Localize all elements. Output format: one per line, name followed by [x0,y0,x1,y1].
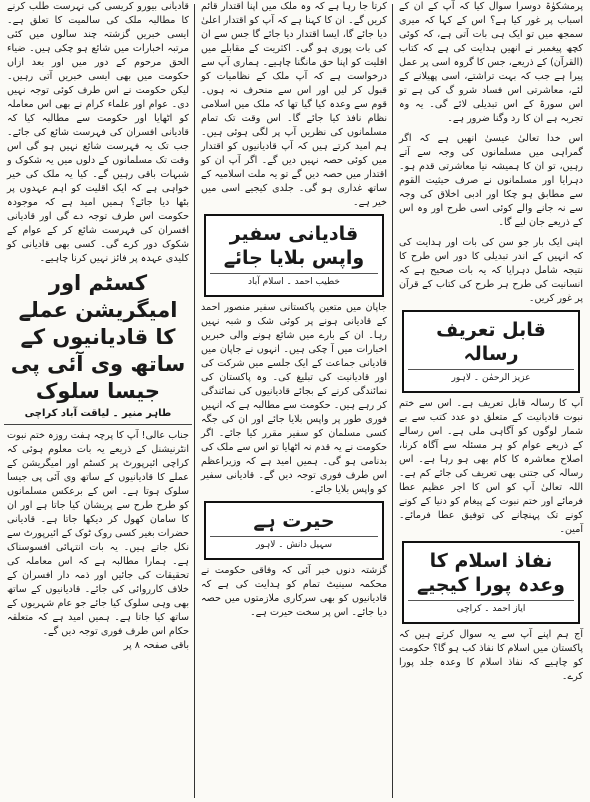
left-paragraph-1: قادیانی بیورو کریسی کی نہرست طلب کرنے کا مطالبہ ملک کی سالمیت کا تعلق ہے۔ ایسی خبریں گزشتہ چند سالوں میں کئی مرتبہ اخبارات میں شائع ہو چکی ہیں۔ ضیاء الحق مرحوم کے دور میں اور بعد ازاں حکومت میں بھی ایسی خبریں آتی رہیں۔ لیکن حکومت نے اس طرف کوئی توجہ نہیں دی۔ عوام اور علماء کرام نے بھی اس معاملہ کو اٹھایا اور حکومت سے مطالبہ کیا کہ قادیانی افسران کی فہرست شائع کی جائے۔ جب تک یہ فہرست شائع نہیں ہو گی اس وقت تک مسلمانوں کے دلوں میں یہ شکوک و شبہات باقی رہیں گے۔ کیا یہ ملک کی خیر خواہی ہے کہ ایک اقلیت کو اہم عہدوں پر بٹھا دیا جائے؟ ہمیں امید ہے کہ موجودہ حکومت اس طرف توجہ دے گی اور قادیانی افسران کی فہرست شائع کر کے عوام کے شکوک دور کرے گی۔ کسی بھی قادیانی کو کلیدی عہدہ پر فائز نہیں کرنا چاہیے۔ [7,1,189,264]
headline-customs-immigration: کسٹم اور امیگریشن عملے کا قادیانیوں کے ساتھ وی آئی پی جیسا سلوک [10,271,186,403]
right-paragraph-5: آج ہم اپنے آپ سے یہ سوال کرتے ہیں کہ پاکستان میں اسلام کا نفاذ کب ہو گا؟ حکومت کو چاہیے کہ نفاذ اسلام کا وعدہ جلد پورا کرے۔ [399,629,583,682]
right-paragraph-3: اپنی ایک بار جو سن کی بات اور ہدایت کی کہ انہیں کے اندر تبدیلی کا دور اس طرح کا نتیجہ شامل دہرایا کہ یہ بات صحیح ہے کہ انسانیت کی طرح ہر طرح کی کتاب کے قرآن پر غور کریں۔ [399,237,583,304]
right-paragraph-1: پرمشکوٰۃ دوسرا سوال کیا کہ آپ کے ان کے اسباب پر غور کیا ہے؟ اس کے کہا کہ میری سمجھ میں تو ایک ہی بات آتی ہے، کہ کوئی کچھ پیغمبر نے انھیں ہدایت کی ہے کہ کتاب (القرآن) کے ذریعے، جس کا گروہ اسی پر عمل پیرا ہے جب کہ بہت تراشتے، اسی پھیلانے کے لئے، معاشرتی اس فساد شرو گ کی ہے تو اس سورۃ کے اس تبدیلی لائے گی۔ یہ وہ تجربہ ہے ان کا رد وگنا ضرور ہے۔ [399,1,583,124]
middle-paragraph-1: کرتا جا رہا ہے کہ وہ ملک میں اپنا اقتدار قائم کریں گے۔ ان کا کہنا ہے کہ آپ کو اقتدار اعلیٰ دیا جائے گا، ایسا اقتدار دیا جائے گا جس سے ان کی بات پوری ہو گی۔ اکثریت کے مقابلے میں اقلیت کو اپنا حق مانگنا چاہیے۔ ہماری آپ سے درخواست ہے کہ آپ ملک کے نظامیات کو قبول کر لیں اور اس سے منحرف نہ ہوں۔ قوم سے وعدہ کیا گیا تھا کہ ملک میں اسلامی نظام نافذ کیا جائے گا۔ اس وقت تک تمام مسلمانوں کی نظریں آپ پر لگی ہوئی ہیں۔ ہم امید کرتے ہیں کہ آپ قادیانیوں کو اقتدار میں کوئی حصہ نہیں دیں گے۔ اگر آپ ان کو اقتدار میں حصہ دیں گے تو یہ ملت اسلامیہ کے ساتھ غداری ہو گی۔ جلدی کیجیے اسی میں خیر ہے۔ [201,1,387,208]
left-paragraph-2: جناب عالی! آپ کا پرچہ ہفت روزہ ختم نبوت انٹرنیشنل کے ذریعے یہ بات معلوم ہوئی کہ کراچی ائیرپورٹ پر کسٹم اور امیگریشن کے عملے کا قادیانیوں کے ساتھ وی آئی پی جیسا سلوک ہوتا ہے۔ اس کے برعکس مسلمانوں کو طرح طرح سے پریشان کیا جاتا ہے اور ان کا سامان کھول کر دیکھا جاتا ہے۔ قادیانی حضرات بغیر کسی روک ٹوک کے ائیرپورٹ سے نکل جاتے ہیں۔ یہ بات انتہائی افسوسناک ہے۔ ہمارا مطالبہ ہے کہ اس معاملہ کی تحقیقات کی جائیں اور ذمہ دار افسران کے خلاف کارروائی کی جائے۔ قادیانیوں کے ساتھ بھی وہی سلوک کیا جائے جو عام شہریوں کے ساتھ کیا جاتا ہے۔ ہمیں امید ہے کہ متعلقہ حکام اس طرف فوری توجہ دیں گے۔ [7,430,189,637]
byline-ayaz-ahmad: ایاز احمد ۔ کراچی [408,600,574,616]
column-left [4,0,192,802]
byline-aziz-ur-rehman: عزیز الرحمٰن ۔ لاہور [408,369,574,385]
right-paragraph-2: اس خدا تعالیٰ عیسیٰ انھیں ہے کہ اگر گمراہی میں مسلمانوں کی وجہ سے آتے رہیں، تو ان کا ہمیشہ نیا معاشرتی قدم ہو۔ دہرایا اور مسلمانوں نے صرف حیثیت القوم سے مطابق ہو چکا اور ادبی اخلاق کی وجہ سے نہ جانے والے کوئی اسی طرح اور وہ اس کے ذریعے جان لیے گا۔ [399,133,583,228]
headline-praiseworthy-magazine: قابل تعریف رسالہ [436,319,546,365]
middle-paragraph-2: جاپان میں متعین پاکستانی سفیر منصور احمد کے قادیانی ہونے پر کوئی شک و شبہ نہیں رہا۔ ان کے بارے میں شائع ہونے والی خبریں اخبارات میں آ چکی ہیں۔ انہوں نے جاپان میں قادیانی جماعت کے ایک جلسے میں شرکت کی اور قادیانیت کی تبلیغ کی۔ وہ پاکستان کی نمائندگی کرنے کے بجائے قادیانیوں کی نمائندگی کر رہے ہیں۔ حکومت سے مطالبہ ہے کہ انہیں فوری طور پر واپس بلایا جائے اور ان کی جگہ کسی مسلمان کو سفیر مقرر کیا جائے۔ اگر حکومت نے یہ قدم نہ اٹھایا تو اس سے ملک کی بدنامی ہو گی۔ ہمیں امید ہے کہ وزیراعظم اس طرف فوری توجہ دیں گے۔ قادیانی سفیر کو واپس بلایا جائے۔ [201,302,387,495]
headline-box-islam-promise [402,541,580,624]
headline-surprise: حیرت ہے [253,510,335,532]
middle-paragraph-3: گزشتہ دنوں خبر آئی کہ وفاقی حکومت نے محکمہ سینیٹ تمام کو ہدایت کی ہے کہ قادیانیوں کو بھی سرکاری ملازمتوں میں حصہ دیا جائے۔ اس پر سخت حیرت ہے۔ [201,565,387,618]
headline-recall-ambassador: قادیانی سفیر واپس بلایا جائے [223,223,365,269]
column-divider [194,4,195,798]
byline-sohail-danish: سہیل دانش ۔ لاہور [210,536,378,552]
column-middle [198,0,390,802]
headline-islam-promise: نفاذ اسلام کا وعدہ پورا کیجیے [416,550,565,596]
byline-khateeb-ahmad: خطیب احمد ۔ اسلام آباد [210,273,378,289]
column-right [396,0,586,802]
column-divider [392,4,393,798]
byline-tahir-munir: طاہر منیر ۔ لیاقت آباد کراچی [4,407,192,425]
headline-box-surprise [204,501,384,560]
headline-box-praiseworthy-magazine [402,310,580,393]
continued-note: باقی صفحہ ۸ پر [123,640,189,651]
right-paragraph-4: آپ کا رسالہ قابل تعریف ہے۔ اس سے ختم نبوت قادیانیت کے متعلق دو عدد کتب سے بے شمار لوگوں کو آگاہی ملی ہے۔ اس رسالے کے ذریعے عوام کو ہر مسئلہ سے آگاہ کرنا، اصلاح معاشرہ کا کام بھی ہو رہا ہے۔ اس رسالہ کی جتنی بھی تعریف کی جائے کم ہے۔ اللہ تعالیٰ آپ کو اس کا اجر عظیم عطا فرمائے اور ختم نبوت کے پیغام کو دنیا کے کونے کونے تک پہنچانے کی توفیق عطا فرمائے۔ آمین۔ [399,398,583,535]
headline-box-recall-ambassador [204,214,384,297]
